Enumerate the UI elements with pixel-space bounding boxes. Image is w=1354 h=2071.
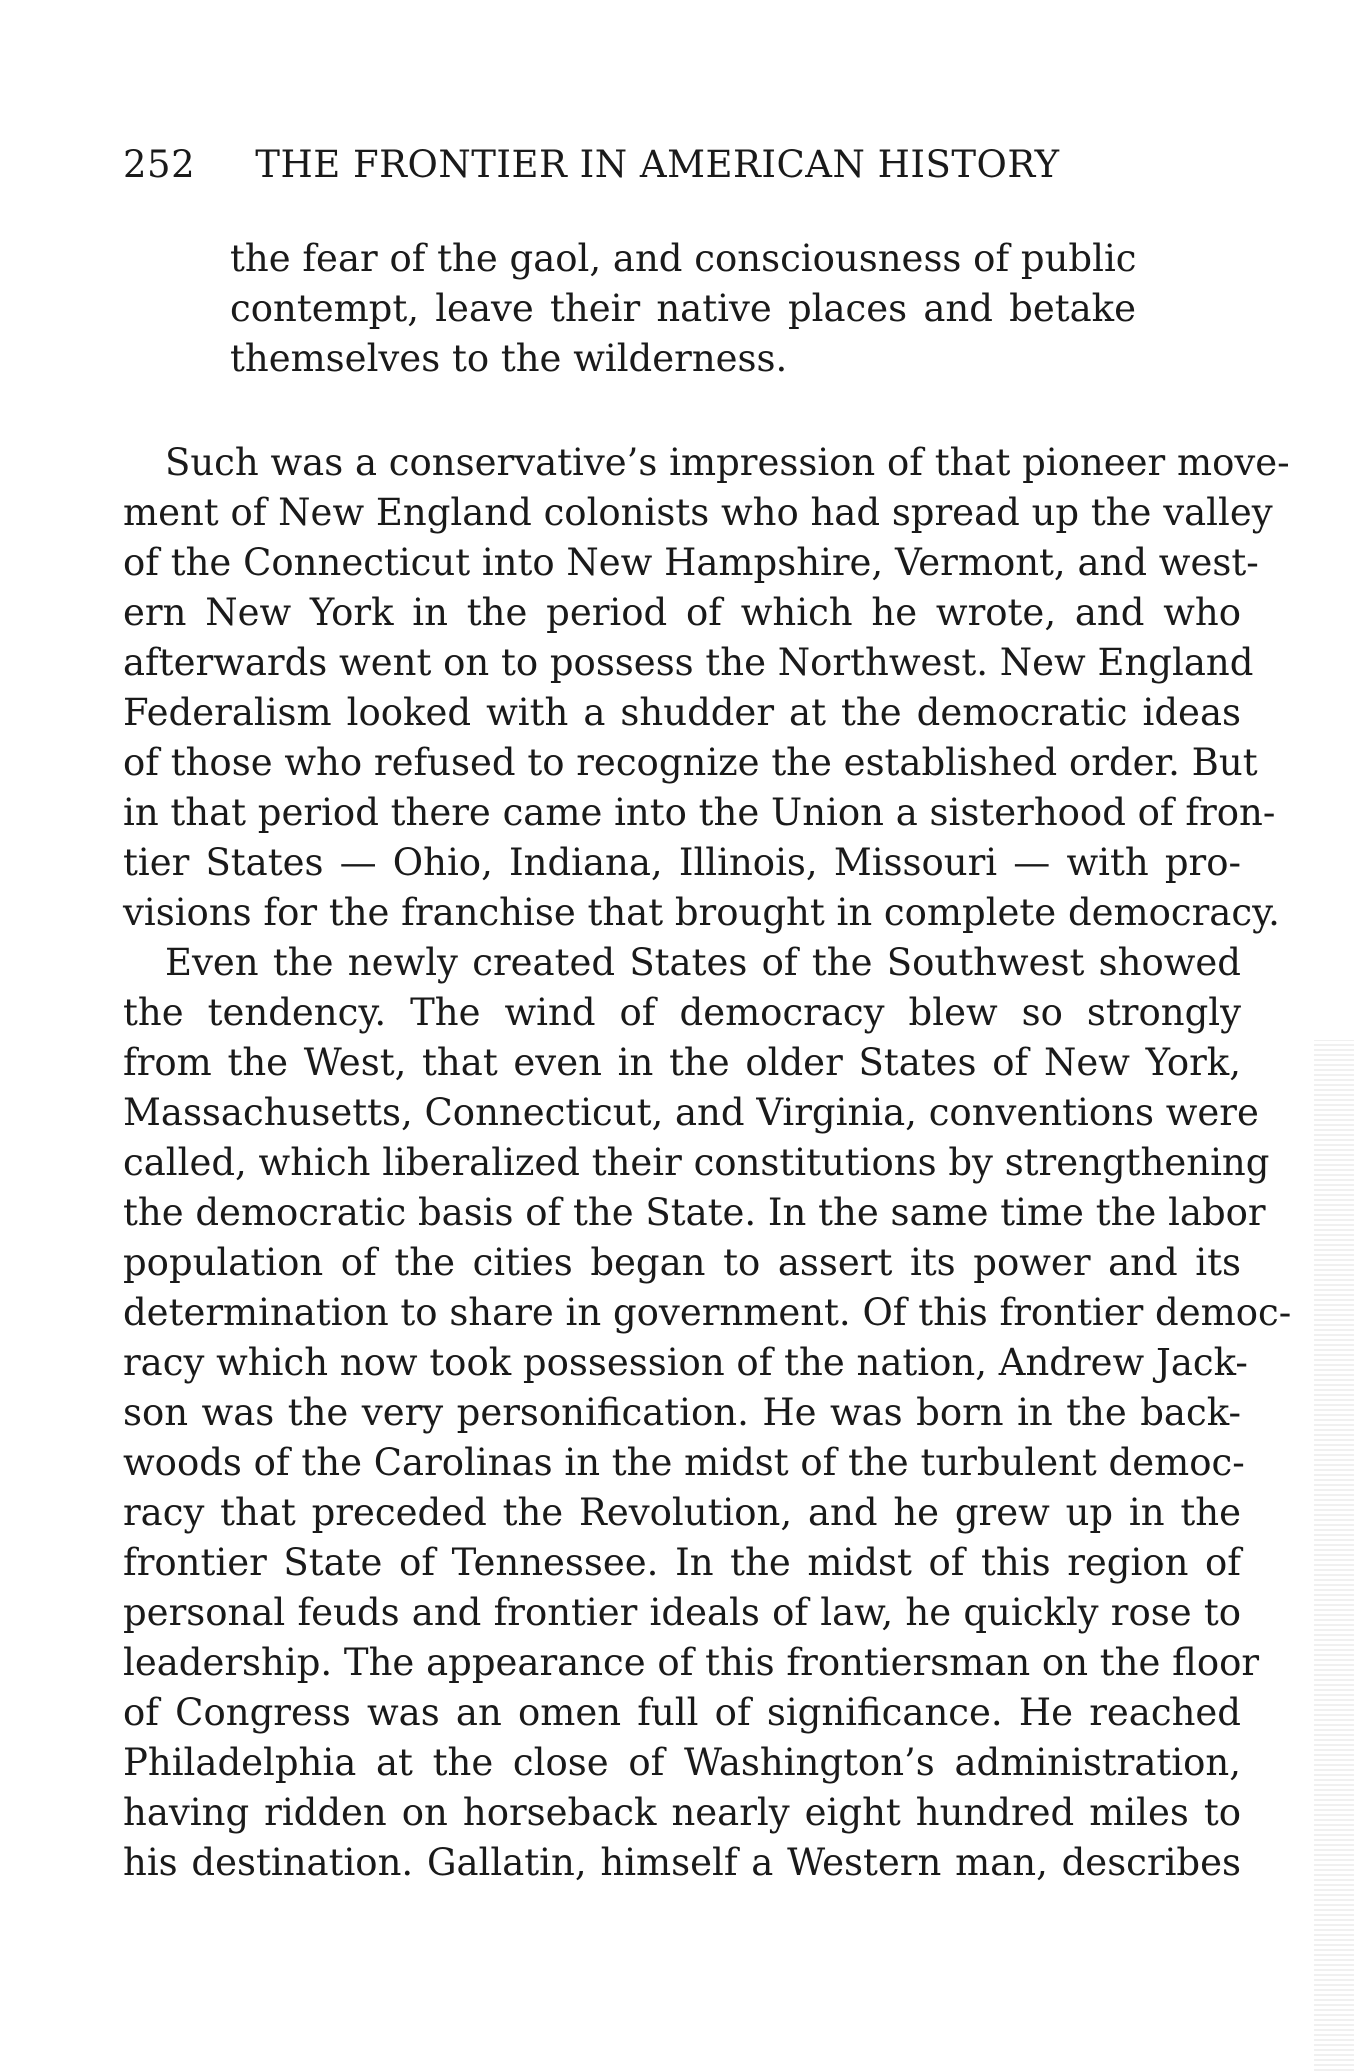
body-line: frontier State of Tennessee. In the midst of this region of	[123, 1541, 1241, 1584]
body-line: in that period there came into the Union a sisterhood of fron-	[123, 791, 1276, 834]
body-line: Massachusetts, Connecticut, and Virginia, conventions were	[123, 1091, 1259, 1134]
body-line: having ridden on horseback nearly eight hundred miles to	[123, 1791, 1241, 1834]
body-line: the democratic basis of the State. In the same time the labor	[123, 1191, 1266, 1234]
quote-line: contempt, leave their native places and betake	[230, 287, 1136, 330]
body-line: leadership. The appearance of this frontiersman on the floor	[123, 1641, 1260, 1684]
body-line: Even the newly created States of the Southwest showed	[165, 941, 1241, 984]
body-line: called, which liberalized their constitutions by strengthening	[123, 1141, 1270, 1184]
body-line: Such was a conservative’s impression of that pioneer move-	[165, 441, 1290, 484]
body-line: the tendency. The wind of democracy blew so strongly	[123, 991, 1241, 1034]
body-line: racy that preceded the Revolution, and he grew up in the	[123, 1491, 1241, 1534]
quote-line: themselves to the wilderness.	[230, 337, 788, 380]
body-line: from the West, that even in the older States of New York,	[123, 1041, 1241, 1084]
page-header	[123, 140, 1123, 190]
quote-line: the fear of the gaol, and consciousness of public	[230, 237, 1137, 280]
body-line: ment of New England colonists who had spread up the valley	[123, 491, 1273, 534]
body-line: tier States — Ohio, Indiana, Illinois, Missouri — with pro-	[123, 841, 1241, 884]
page-number: 252	[123, 143, 196, 186]
body-line: visions for the franchise that brought in complete democracy.	[123, 891, 1280, 934]
body-line: determination to share in government. Of this frontier democ-	[123, 1291, 1292, 1334]
scan-edge-artifact	[1314, 1040, 1354, 2071]
body-line: afterwards went on to possess the Northwest. New England	[123, 641, 1254, 684]
body-line: woods of the Carolinas in the midst of the turbulent democ-	[123, 1441, 1245, 1484]
body-line: Philadelphia at the close of Washington’s administration,	[123, 1741, 1241, 1784]
body-line: of Congress was an omen full of significance. He reached	[123, 1691, 1241, 1734]
body-line: his destination. Gallatin, himself a Western man, describes	[123, 1841, 1241, 1884]
body-line: population of the cities began to assert its power and its	[123, 1241, 1241, 1284]
body-line: son was the very personification. He was born in the back-	[123, 1391, 1241, 1434]
body-line: ern New York in the period of which he wrote, and who	[123, 591, 1241, 634]
running-title: THE FRONTIER IN AMERICAN HISTORY	[255, 143, 1060, 186]
body-line: of the Connecticut into New Hampshire, Vermont, and west-	[123, 541, 1259, 584]
body-line: racy which now took possession of the nation, Andrew Jack-	[123, 1341, 1248, 1384]
body-line: personal feuds and frontier ideals of law, he quickly rose to	[123, 1591, 1241, 1634]
body-line: of those who refused to recognize the established order. But	[123, 741, 1258, 784]
body-line: Federalism looked with a shudder at the democratic ideas	[123, 691, 1241, 734]
